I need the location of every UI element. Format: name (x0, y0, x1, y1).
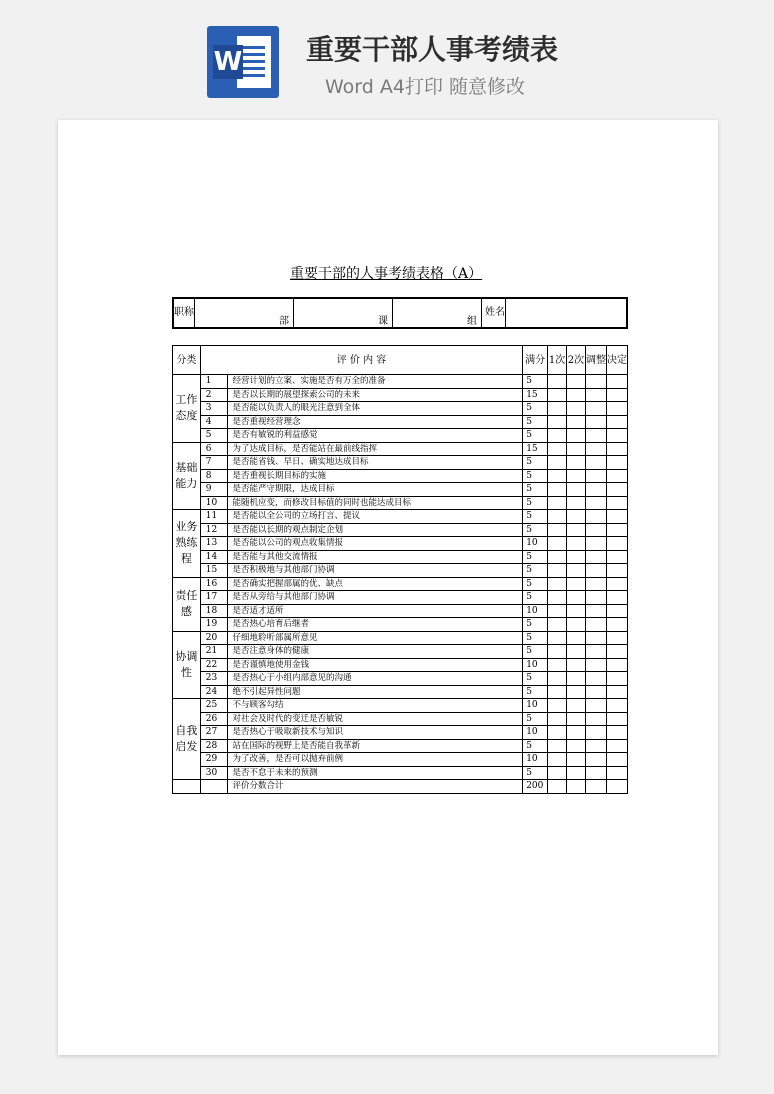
adjust-score-cell[interactable] (585, 591, 606, 605)
name-field[interactable] (506, 298, 628, 328)
table-row (173, 739, 628, 753)
second-score-cell[interactable] (567, 699, 586, 713)
item-text: 是否能以公司的观点收集情报 (228, 537, 523, 551)
item-full-score: 10 (523, 699, 548, 713)
item-full-score: 5 (523, 402, 548, 416)
second-score-cell[interactable] (567, 766, 586, 780)
second-score-cell[interactable] (567, 550, 586, 564)
total-second-cell[interactable] (567, 780, 586, 794)
second-score-cell[interactable] (567, 564, 586, 578)
adjust-score-cell[interactable] (585, 726, 606, 740)
adjust-score-cell[interactable] (585, 658, 606, 672)
item-number: 28 (200, 739, 228, 753)
page-title: 重要干部人事考绩表 (306, 33, 559, 66)
table-row (173, 456, 628, 470)
first-score-cell[interactable] (548, 712, 567, 726)
item-number: 3 (200, 402, 228, 416)
second-score-cell[interactable] (567, 496, 586, 510)
decision-score-cell[interactable] (606, 672, 627, 686)
item-number: 10 (200, 496, 228, 510)
decision-score-cell[interactable] (606, 429, 627, 443)
item-number: 14 (200, 550, 228, 564)
name-label: 姓名 (482, 298, 506, 328)
second-score-cell[interactable] (567, 658, 586, 672)
item-number: 6 (200, 442, 228, 456)
item-text: 为了达成目标，是否能站在最前线指挥 (228, 442, 523, 456)
decision-score-cell[interactable] (606, 510, 627, 524)
item-number: 24 (200, 685, 228, 699)
total-score: 200 (523, 780, 548, 794)
total-decision-cell[interactable] (606, 780, 627, 794)
dept-label: 部 (279, 316, 289, 327)
total-number-cell (200, 780, 228, 794)
item-number: 27 (200, 726, 228, 740)
first-score-cell[interactable] (548, 415, 567, 429)
item-number: 13 (200, 537, 228, 551)
item-number: 26 (200, 712, 228, 726)
decision-score-cell[interactable] (606, 537, 627, 551)
item-number: 4 (200, 415, 228, 429)
item-number: 23 (200, 672, 228, 686)
table-row (173, 672, 628, 686)
second-score-cell[interactable] (567, 577, 586, 591)
item-text: 是否注意身体的健康 (228, 645, 523, 659)
item-full-score: 5 (523, 672, 548, 686)
first-score-cell[interactable] (548, 631, 567, 645)
item-full-score: 5 (523, 685, 548, 699)
header-category: 分类 (173, 346, 201, 375)
second-score-cell[interactable] (567, 429, 586, 443)
first-score-cell[interactable] (548, 564, 567, 578)
item-full-score: 5 (523, 766, 548, 780)
item-number: 29 (200, 753, 228, 767)
item-text: 不与顾客勾结 (228, 699, 523, 713)
decision-score-cell[interactable] (606, 658, 627, 672)
item-text: 站在国际的视野上是否能自我革新 (228, 739, 523, 753)
item-number: 19 (200, 618, 228, 632)
decision-score-cell[interactable] (606, 645, 627, 659)
item-full-score: 10 (523, 753, 548, 767)
table-row (173, 415, 628, 429)
item-text: 是否不怠于未来的预测 (228, 766, 523, 780)
item-full-score: 5 (523, 429, 548, 443)
word-icon-letter: W (213, 47, 243, 77)
first-score-cell[interactable] (548, 577, 567, 591)
item-full-score: 15 (523, 388, 548, 402)
item-number: 1 (200, 375, 228, 389)
first-score-cell[interactable] (548, 604, 567, 618)
item-full-score: 10 (523, 537, 548, 551)
category-label: 责任感 (173, 577, 201, 631)
second-score-cell[interactable] (567, 631, 586, 645)
item-text: 是否确实把握部属的优、缺点 (228, 577, 523, 591)
adjust-score-cell[interactable] (585, 442, 606, 456)
item-text: 是否能与其他交流情报 (228, 550, 523, 564)
header-full-score: 满分 (523, 346, 548, 375)
item-text: 是否重视长期目标的实施 (228, 469, 523, 483)
item-text: 是否能严守期限，达成目标 (228, 483, 523, 497)
item-full-score: 5 (523, 564, 548, 578)
adjust-score-cell[interactable] (585, 402, 606, 416)
decision-score-cell[interactable] (606, 550, 627, 564)
adjust-score-cell[interactable] (585, 388, 606, 402)
second-score-cell[interactable] (567, 375, 586, 389)
item-number: 30 (200, 766, 228, 780)
page-header (0, 0, 774, 110)
header-second: 2次 (567, 346, 586, 375)
first-score-cell[interactable] (548, 699, 567, 713)
second-score-cell[interactable] (567, 604, 586, 618)
second-score-cell[interactable] (567, 402, 586, 416)
item-text: 对社会及时代的变迁是否敏锐 (228, 712, 523, 726)
table-row (173, 685, 628, 699)
second-score-cell[interactable] (567, 456, 586, 470)
item-full-score: 5 (523, 415, 548, 429)
first-score-cell[interactable] (548, 658, 567, 672)
second-score-cell[interactable] (567, 415, 586, 429)
total-first-cell[interactable] (548, 780, 567, 794)
item-text: 为了改善，是否可以抛弃前例 (228, 753, 523, 767)
item-full-score: 5 (523, 456, 548, 470)
table-row (173, 645, 628, 659)
table-row (173, 523, 628, 537)
second-score-cell[interactable] (567, 510, 586, 524)
decision-score-cell[interactable] (606, 631, 627, 645)
adjust-score-cell[interactable] (585, 753, 606, 767)
first-score-cell[interactable] (548, 550, 567, 564)
item-number: 12 (200, 523, 228, 537)
adjust-score-cell[interactable] (585, 456, 606, 470)
section-field[interactable] (294, 298, 393, 328)
decision-score-cell[interactable] (606, 375, 627, 389)
adjust-score-cell[interactable] (585, 469, 606, 483)
header-first: 1次 (548, 346, 567, 375)
item-text: 是否积极地与其他部门协调 (228, 564, 523, 578)
item-text: 是否能以全公司的立场打言、提议 (228, 510, 523, 524)
item-full-score: 5 (523, 645, 548, 659)
table-row (173, 699, 628, 713)
evaluation-table (172, 345, 628, 794)
item-full-score: 5 (523, 550, 548, 564)
info-table (172, 297, 628, 329)
first-score-cell[interactable] (548, 645, 567, 659)
item-number: 20 (200, 631, 228, 645)
item-text: 是否能以负责人的眼光注意到全体 (228, 402, 523, 416)
decision-score-cell[interactable] (606, 726, 627, 740)
adjust-score-cell[interactable] (585, 564, 606, 578)
first-score-cell[interactable] (548, 442, 567, 456)
adjust-score-cell[interactable] (585, 523, 606, 537)
decision-score-cell[interactable] (606, 685, 627, 699)
item-full-score: 5 (523, 483, 548, 497)
adjust-score-cell[interactable] (585, 604, 606, 618)
item-number: 9 (200, 483, 228, 497)
header-adjust: 调整 (585, 346, 606, 375)
total-category-cell (173, 780, 201, 794)
decision-score-cell[interactable] (606, 483, 627, 497)
item-text: 是否热心培育后继者 (228, 618, 523, 632)
position-label: 职称 (173, 298, 195, 328)
decision-score-cell[interactable] (606, 523, 627, 537)
item-text: 是否适才适所 (228, 604, 523, 618)
item-full-score: 5 (523, 469, 548, 483)
category-label: 自我启发 (173, 699, 201, 780)
item-full-score: 10 (523, 604, 548, 618)
decision-score-cell[interactable] (606, 402, 627, 416)
item-text: 是否以长期的展望探索公司的未来 (228, 388, 523, 402)
table-row (173, 429, 628, 443)
table-header-row (173, 346, 628, 375)
table-row (173, 658, 628, 672)
document-page (58, 120, 718, 1055)
first-score-cell[interactable] (548, 375, 567, 389)
first-score-cell[interactable] (548, 739, 567, 753)
item-full-score: 5 (523, 496, 548, 510)
first-score-cell[interactable] (548, 388, 567, 402)
total-label: 评价分数合计 (228, 780, 523, 794)
page-subtitle: Word A4打印 随意修改 (325, 76, 526, 98)
decision-score-cell[interactable] (606, 564, 627, 578)
table-row (173, 631, 628, 645)
second-score-cell[interactable] (567, 469, 586, 483)
dept-field[interactable] (195, 298, 294, 328)
adjust-score-cell[interactable] (585, 429, 606, 443)
first-score-cell[interactable] (548, 483, 567, 497)
first-score-cell[interactable] (548, 469, 567, 483)
second-score-cell[interactable] (567, 591, 586, 605)
adjust-score-cell[interactable] (585, 375, 606, 389)
category-label: 工作态度 (173, 375, 201, 443)
decision-score-cell[interactable] (606, 618, 627, 632)
item-text: 是否能以长期的观点制定企划 (228, 523, 523, 537)
first-score-cell[interactable] (548, 537, 567, 551)
adjust-score-cell[interactable] (585, 537, 606, 551)
first-score-cell[interactable] (548, 685, 567, 699)
table-row (173, 726, 628, 740)
second-score-cell[interactable] (567, 645, 586, 659)
table-row (173, 577, 628, 591)
first-score-cell[interactable] (548, 672, 567, 686)
decision-score-cell[interactable] (606, 496, 627, 510)
section-label: 课 (378, 316, 388, 327)
item-text: 能随机应变，而修改目标值的同时也能达成目标 (228, 496, 523, 510)
second-score-cell[interactable] (567, 753, 586, 767)
second-score-cell[interactable] (567, 618, 586, 632)
group-label: 组 (467, 316, 477, 327)
item-full-score: 10 (523, 726, 548, 740)
total-adjust-cell[interactable] (585, 780, 606, 794)
adjust-score-cell[interactable] (585, 766, 606, 780)
decision-score-cell[interactable] (606, 415, 627, 429)
table-row (173, 442, 628, 456)
item-number: 21 (200, 645, 228, 659)
item-text: 是否谨慎地使用金钱 (228, 658, 523, 672)
first-score-cell[interactable] (548, 726, 567, 740)
table-row (173, 618, 628, 632)
decision-score-cell[interactable] (606, 442, 627, 456)
second-score-cell[interactable] (567, 537, 586, 551)
adjust-score-cell[interactable] (585, 739, 606, 753)
category-label: 业务熟练程 (173, 510, 201, 578)
first-score-cell[interactable] (548, 496, 567, 510)
table-row (173, 496, 628, 510)
second-score-cell[interactable] (567, 442, 586, 456)
item-text: 经营计划的立案、实施是否有万全的准备 (228, 375, 523, 389)
first-score-cell[interactable] (548, 510, 567, 524)
decision-score-cell[interactable] (606, 712, 627, 726)
item-number: 11 (200, 510, 228, 524)
decision-score-cell[interactable] (606, 456, 627, 470)
second-score-cell[interactable] (567, 685, 586, 699)
item-text: 仔细地聆听部属所意见 (228, 631, 523, 645)
second-score-cell[interactable] (567, 388, 586, 402)
item-text: 绝不引起异性问题 (228, 685, 523, 699)
adjust-score-cell[interactable] (585, 699, 606, 713)
item-number: 5 (200, 429, 228, 443)
table-row (173, 753, 628, 767)
item-full-score: 5 (523, 631, 548, 645)
table-row (173, 402, 628, 416)
adjust-score-cell[interactable] (585, 483, 606, 497)
second-score-cell[interactable] (567, 726, 586, 740)
item-full-score: 5 (523, 375, 548, 389)
item-full-score: 5 (523, 510, 548, 524)
adjust-score-cell[interactable] (585, 618, 606, 632)
document-title: 重要干部的人事考绩表格（A） (290, 266, 483, 282)
item-number: 15 (200, 564, 228, 578)
table-row (173, 483, 628, 497)
item-number: 7 (200, 456, 228, 470)
item-full-score: 5 (523, 739, 548, 753)
total-row (173, 780, 628, 794)
adjust-score-cell[interactable] (585, 510, 606, 524)
adjust-score-cell[interactable] (585, 496, 606, 510)
adjust-score-cell[interactable] (585, 672, 606, 686)
decision-score-cell[interactable] (606, 388, 627, 402)
item-number: 2 (200, 388, 228, 402)
table-row (173, 375, 628, 389)
item-full-score: 10 (523, 658, 548, 672)
first-score-cell[interactable] (548, 402, 567, 416)
item-text: 是否从旁给与其他部门协调 (228, 591, 523, 605)
first-score-cell[interactable] (548, 429, 567, 443)
adjust-score-cell[interactable] (585, 685, 606, 699)
item-number: 25 (200, 699, 228, 713)
first-score-cell[interactable] (548, 753, 567, 767)
category-label: 协调性 (173, 631, 201, 699)
item-text: 是否能省钱、早日、确实地达成目标 (228, 456, 523, 470)
table-row (173, 766, 628, 780)
first-score-cell[interactable] (548, 523, 567, 537)
decision-score-cell[interactable] (606, 591, 627, 605)
item-full-score: 15 (523, 442, 548, 456)
second-score-cell[interactable] (567, 712, 586, 726)
item-text: 是否热心于吸取新技术与知识 (228, 726, 523, 740)
first-score-cell[interactable] (548, 618, 567, 632)
group-field[interactable] (393, 298, 482, 328)
item-full-score: 5 (523, 523, 548, 537)
adjust-score-cell[interactable] (585, 712, 606, 726)
item-full-score: 5 (523, 577, 548, 591)
second-score-cell[interactable] (567, 672, 586, 686)
decision-score-cell[interactable] (606, 753, 627, 767)
second-score-cell[interactable] (567, 523, 586, 537)
item-text: 是否有敏锐的利益感觉 (228, 429, 523, 443)
decision-score-cell[interactable] (606, 604, 627, 618)
table-row (173, 604, 628, 618)
adjust-score-cell[interactable] (585, 645, 606, 659)
adjust-score-cell[interactable] (585, 415, 606, 429)
table-row (173, 550, 628, 564)
item-full-score: 5 (523, 618, 548, 632)
item-number: 17 (200, 591, 228, 605)
table-row (173, 564, 628, 578)
second-score-cell[interactable] (567, 739, 586, 753)
header-decision: 决定 (606, 346, 627, 375)
table-row (173, 469, 628, 483)
first-score-cell[interactable] (548, 766, 567, 780)
adjust-score-cell[interactable] (585, 631, 606, 645)
decision-score-cell[interactable] (606, 469, 627, 483)
word-icon (207, 26, 279, 98)
adjust-score-cell[interactable] (585, 550, 606, 564)
decision-score-cell[interactable] (606, 766, 627, 780)
decision-score-cell[interactable] (606, 699, 627, 713)
adjust-score-cell[interactable] (585, 577, 606, 591)
item-number: 18 (200, 604, 228, 618)
first-score-cell[interactable] (548, 456, 567, 470)
decision-score-cell[interactable] (606, 739, 627, 753)
table-row (173, 537, 628, 551)
header-content: 评 价 内 容 (200, 346, 522, 375)
item-number: 16 (200, 577, 228, 591)
item-text: 是否重视经营理念 (228, 415, 523, 429)
item-full-score: 5 (523, 712, 548, 726)
second-score-cell[interactable] (567, 483, 586, 497)
item-number: 22 (200, 658, 228, 672)
category-label: 基础能力 (173, 442, 201, 510)
table-row (173, 591, 628, 605)
table-row (173, 510, 628, 524)
item-text: 是否热心于小组内部意见的沟通 (228, 672, 523, 686)
item-full-score: 5 (523, 591, 548, 605)
table-row (173, 388, 628, 402)
first-score-cell[interactable] (548, 591, 567, 605)
item-number: 8 (200, 469, 228, 483)
decision-score-cell[interactable] (606, 577, 627, 591)
table-row (173, 712, 628, 726)
